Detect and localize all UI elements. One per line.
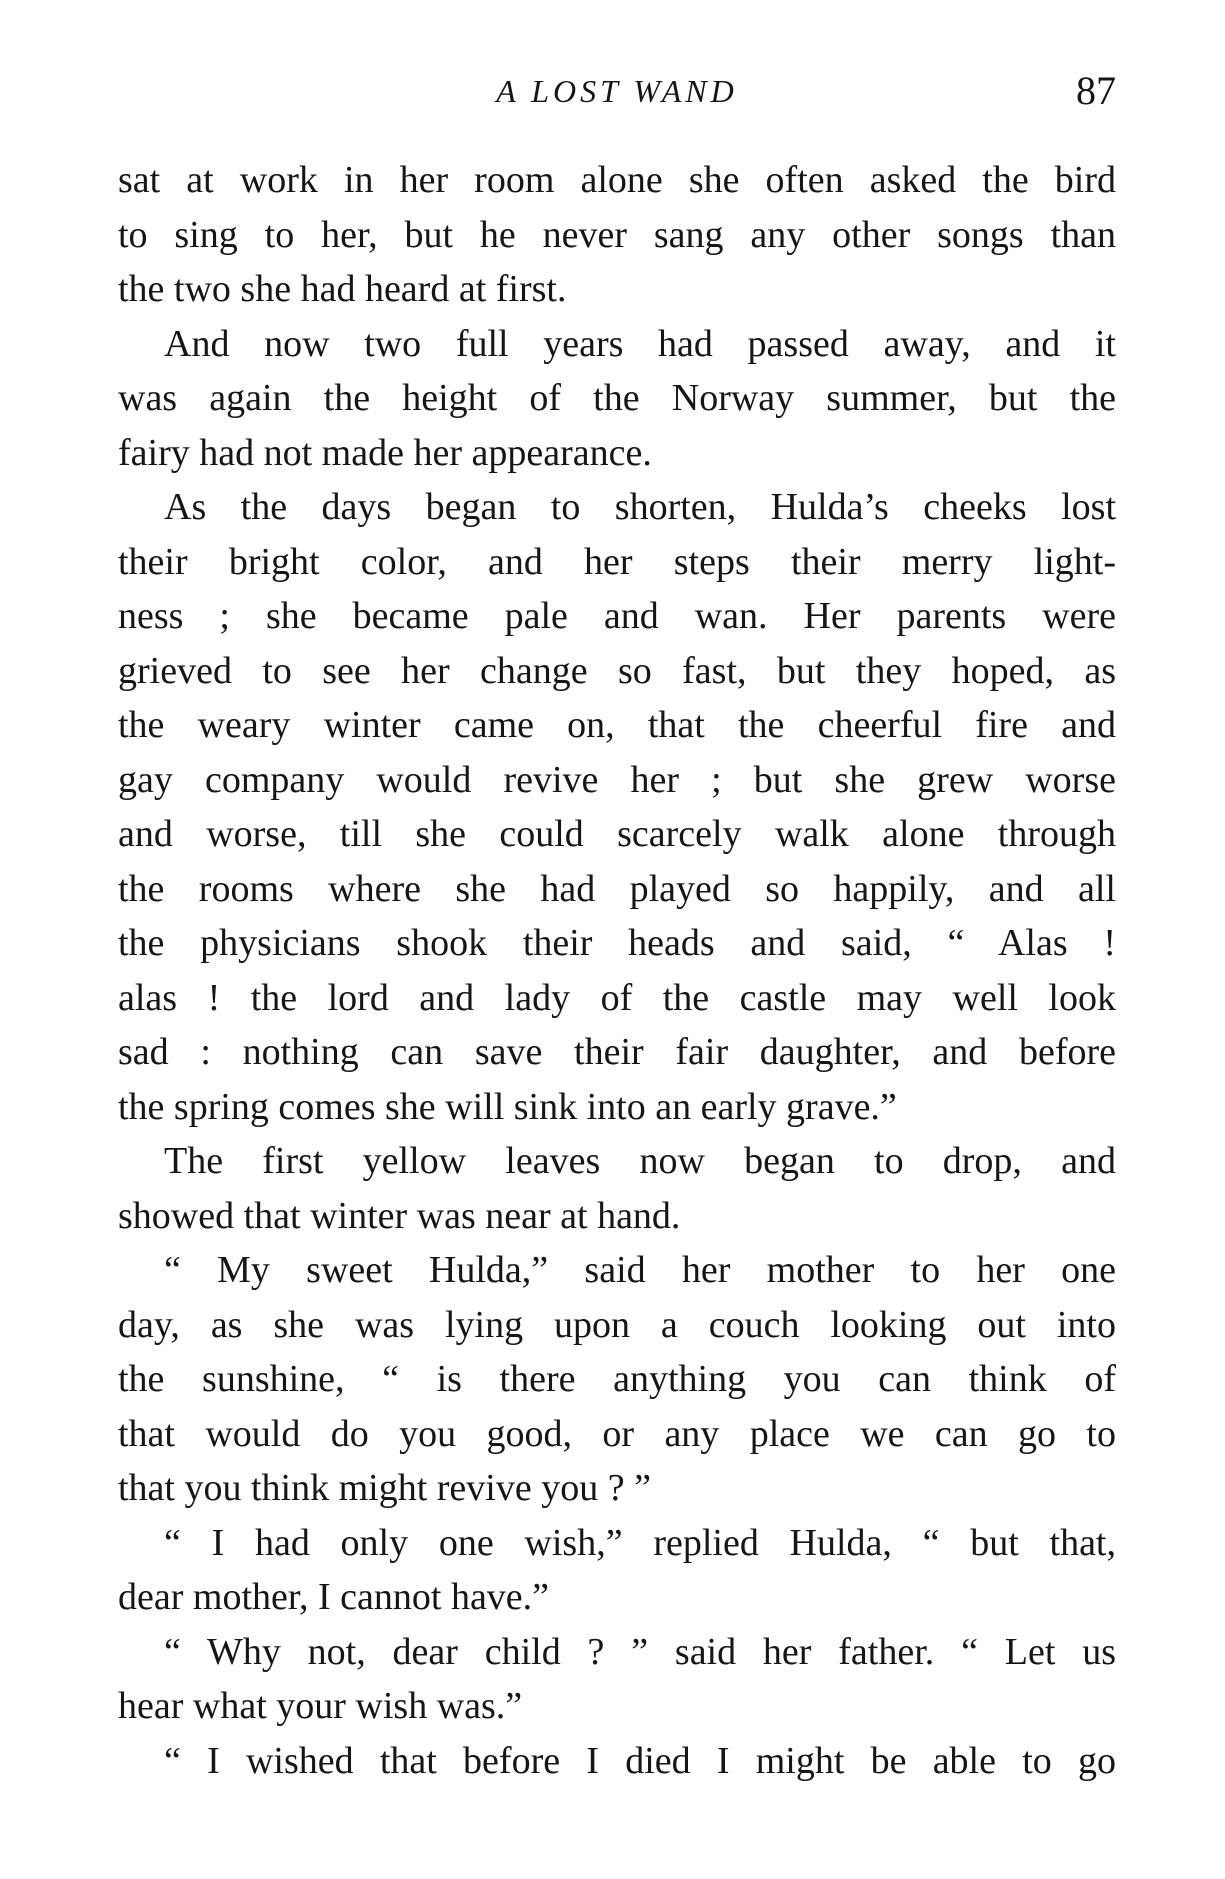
running-title: A LOST WAND xyxy=(496,73,738,109)
text-line: hear what your wish was.” xyxy=(118,1685,523,1727)
text-line: “ My sweet Hulda,” said her mother to her one xyxy=(164,1249,1116,1291)
text-line: alas ! the lord and lady of the castle may well look xyxy=(118,976,1116,1019)
text-line: sat at work in her room alone she often asked the bird xyxy=(118,159,1116,201)
text-line: As the days began to shorten, Hulda’s cheeks lost xyxy=(164,486,1116,528)
text-line: sad : nothing can save their fair daughter, and before xyxy=(118,1031,1116,1073)
text-line: that would do you good, or any place we can go to xyxy=(118,1412,1116,1455)
text-line: that you think might revive you ? ” xyxy=(118,1467,651,1509)
text-line: to sing to her, but he never sang any other songs than xyxy=(118,213,1116,256)
text-line: their bright color, and her steps their merry light- xyxy=(118,540,1116,583)
text-line: ness ; she became pale and wan. Her parents were xyxy=(118,595,1116,637)
text-line: The first yellow leaves now began to drop, and xyxy=(164,1140,1116,1182)
text-line: the physicians shook their heads and said, “ Alas ! xyxy=(118,922,1116,964)
text-line: the weary winter came on, that the cheerful fire and xyxy=(118,704,1116,746)
text-line: and worse, till she could scarcely walk alone through xyxy=(118,813,1116,855)
text-line: “ I wished that before I died I might be able to go xyxy=(164,1739,1116,1782)
text-line: fairy had not made her appearance. xyxy=(118,431,652,474)
text-line: showed that winter was near at hand. xyxy=(118,1194,681,1237)
text-line: the rooms where she had played so happily, and all xyxy=(118,867,1116,910)
text-line: grieved to see her change so fast, but they hoped, as xyxy=(118,649,1116,692)
text-line: the two she had heard at first. xyxy=(118,268,567,310)
text-line: And now two full years had passed away, and it xyxy=(164,322,1116,365)
text-line: day, as she was lying upon a couch looking out into xyxy=(118,1303,1116,1346)
text-line: the sunshine, “ is there anything you can think of xyxy=(118,1358,1116,1400)
page-number: 87 xyxy=(1076,68,1116,113)
text-line: dear mother, I cannot have.” xyxy=(118,1576,550,1618)
running-head xyxy=(118,66,1116,116)
text-line: was again the height of the Norway summer, but the xyxy=(118,377,1116,419)
text-line: gay company would revive her ; but she grew worse xyxy=(118,758,1116,801)
text-line: “ Why not, dear child ? ” said her father. “ Let us xyxy=(164,1630,1116,1673)
text-line: “ I had only one wish,” replied Hulda, “ but that, xyxy=(164,1521,1116,1564)
body-text xyxy=(118,153,1116,1788)
text-line: the spring comes she will sink into an early grave.” xyxy=(118,1085,897,1128)
